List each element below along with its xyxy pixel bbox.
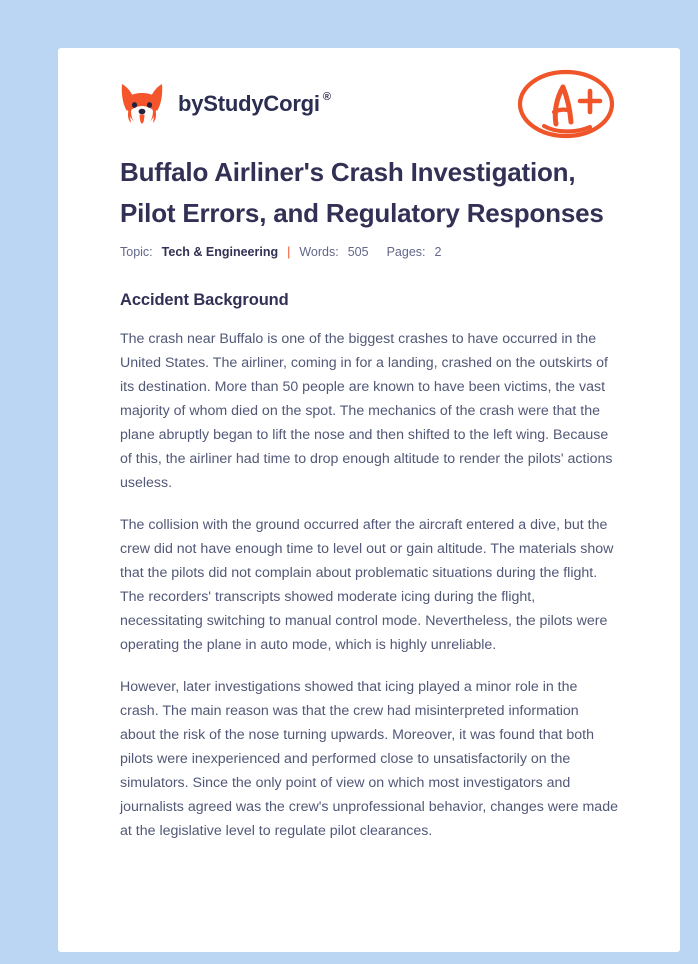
- document-header: [120, 48, 618, 152]
- brand-name: StudyCorgi: [203, 91, 320, 116]
- pages-label: Pages:: [386, 245, 426, 260]
- topic-value[interactable]: Tech & Engineering: [161, 245, 279, 260]
- body-paragraph: However, later investigations showed that icing played a minor role in the crash. The main reason was that the crew had misinterpreted information about the risk of the nose turning upwards. Moreover, it was found that both pilots were inexperienced and performed close to unsatisfactorily on the simulators. Since the only point of view on which most investigators and journalists agreed was the crew's unprofessional behavior, changes were made at the legislative level to regulate pilot clearances.: [120, 679, 618, 840]
- registered-trademark-icon: ®: [322, 91, 331, 103]
- meta-separator: |: [287, 245, 291, 260]
- pages-value: 2: [434, 245, 442, 260]
- studycorgi-brand[interactable]: [120, 80, 331, 128]
- page-title: Buffalo Airliner's Crash Investigation, Pilot Errors, and Regulatory Responses: [120, 157, 604, 229]
- brand-prefix: by: [178, 91, 204, 116]
- brand-wordmark: [178, 91, 331, 117]
- a-plus-grade-icon: [514, 65, 618, 143]
- section-heading: Accident Background: [120, 291, 289, 310]
- corgi-head-icon: [120, 80, 164, 128]
- body-paragraph: The collision with the ground occurred after the aircraft entered a dive, but the crew did not have enough time to level out or gain altitude. The materials show that the pilots did not complain about problematic situations during the flight. The recorders' transcripts showed moderate icing during the flight, necessitating switching to manual control mode. Nevertheless, the pilots were operating the plane in auto mode, which is highly unreliable.: [120, 517, 614, 654]
- body-paragraph: The crash near Buffalo is one of the biggest crashes to have occurred in the United States. The airliner, coming in for a landing, crashed on the outskirts of its destination. More than 50 people are known to have been victims, the vast majority of whom died on the spot. The mechanics of the crash were that the plane abruptly began to lift the nose and then shifted to the left wing. Because of this, the airliner had time to drop enough altitude to render the pilots' actions useless.: [120, 331, 613, 492]
- document-sheet: [58, 48, 680, 952]
- words-value: 505: [347, 245, 369, 260]
- words-label: Words:: [299, 245, 339, 260]
- topic-label: Topic:: [120, 245, 153, 260]
- document-meta: [120, 245, 618, 259]
- document-content: [58, 48, 680, 843]
